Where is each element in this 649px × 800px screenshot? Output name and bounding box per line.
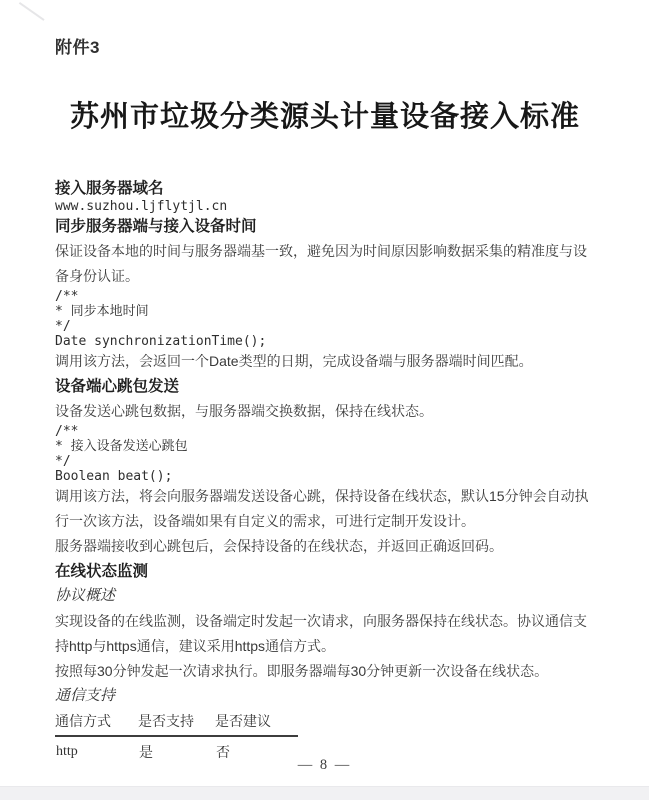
attachment-label: 附件3 <box>55 38 100 57</box>
body-online-monitor-line1: 实现设备的在线监测，设备端定时发起一次请求，向服务器保持在线状态。协议通信支 <box>55 613 587 629</box>
code-comment-open-2: /** <box>55 424 79 439</box>
page-number: — 8 — <box>297 757 352 773</box>
code-comment-sync-local-time: * 同步本地时间 <box>55 304 149 319</box>
body-beat-desc-line2: 行一次该方法，设备端如果有自定义的需求，可进行定制开发设计。 <box>55 513 475 529</box>
subheading-protocol-overview: 协议概述 <box>55 588 116 604</box>
table-cell-support: 是 <box>139 744 153 760</box>
body-heartbeat-desc: 设备发送心跳包数据，与服务器端交换数据，保持在线状态。 <box>55 403 433 419</box>
table-header-row <box>55 711 298 736</box>
code-comment-close-1: */ <box>55 319 71 334</box>
table-header-support: 是否支持 <box>138 711 215 736</box>
table-cell-suggest: 否 <box>216 744 230 760</box>
heading-access-server-domain: 接入服务器域名 <box>55 180 164 197</box>
body-server-receive-desc: 服务器端接收到心跳包后，会保持设备的在线状态，并返回正确返回码。 <box>55 538 503 554</box>
document-content <box>55 178 595 763</box>
document-body <box>55 0 595 763</box>
heading-online-status-monitor: 在线状态监测 <box>55 563 149 580</box>
code-date-synchronization-time: Date synchronizationTime(); <box>55 334 267 349</box>
code-comment-heartbeat: * 接入设备发送心跳包 <box>55 439 188 454</box>
table-header-method: 通信方式 <box>55 711 138 736</box>
body-interval-desc: 按照每30分钟发起一次请求执行。即服务器端每30分钟更新一次设备在线状态。 <box>55 663 549 679</box>
subheading-communication-support: 通信支持 <box>55 688 116 704</box>
body-beat-desc-line1: 调用该方法，将会向服务器端发送设备心跳，保持设备在线状态，默认15分钟会自动执 <box>55 488 589 504</box>
code-boolean-beat: Boolean beat(); <box>55 469 173 484</box>
heading-heartbeat-send: 设备端心跳包发送 <box>55 378 180 395</box>
page-title: 苏州市垃圾分类源头计量设备接入标准 <box>69 101 580 133</box>
scan-artifact-line <box>19 2 45 21</box>
heading-sync-time: 同步服务器端与接入设备时间 <box>55 218 257 235</box>
code-comment-close-2: */ <box>55 454 71 469</box>
code-server-domain: www.suzhou.ljflytjl.cn <box>55 199 228 214</box>
body-sync-time-line1: 保证设备本地的时间与服务器端基一致，避免因为时间原因影响数据采集的精准度与设 <box>55 243 587 259</box>
table-header-suggest: 是否建议 <box>215 711 298 736</box>
communication-support-table <box>55 711 298 763</box>
body-sync-method-desc: 调用该方法，会返回一个Date类型的日期，完成设备端与服务器端时间匹配。 <box>55 353 533 369</box>
code-comment-open-1: /** <box>55 289 79 304</box>
table-cell-method: http <box>56 744 78 759</box>
body-online-monitor-line2: 持http与https通信，建议采用https通信方式。 <box>55 638 336 654</box>
page-bottom-edge <box>0 786 649 800</box>
body-sync-time-line2: 备身份认证。 <box>55 268 139 284</box>
